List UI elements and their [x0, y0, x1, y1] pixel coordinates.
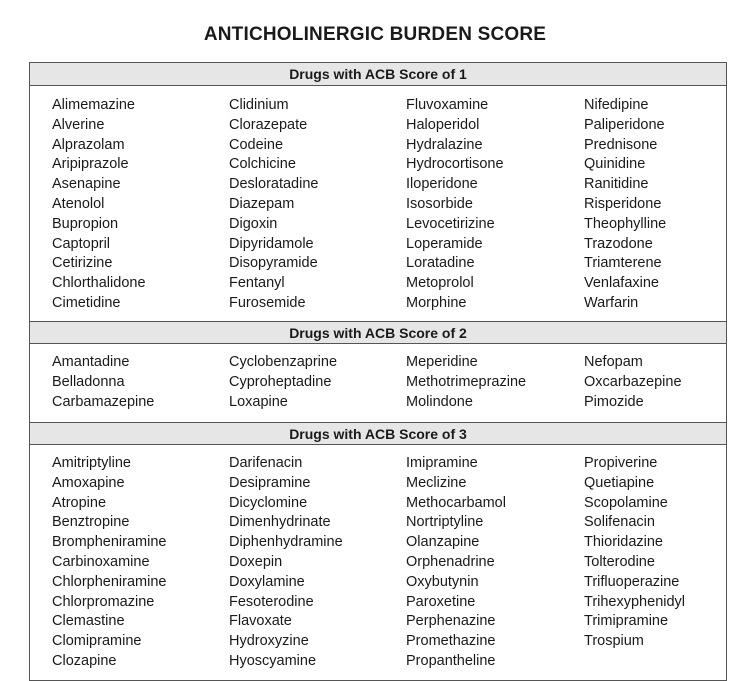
drug-name: Doxepin [229, 553, 283, 570]
drug-name: Trazodone [584, 235, 653, 252]
drug-name: Cyclobenzaprine [229, 354, 338, 370]
drug-name: Propantheline [406, 652, 496, 669]
drug-column [406, 353, 584, 422]
drug-name: Promethazine [406, 633, 496, 650]
drug-name: Orphenadrine [406, 553, 495, 570]
drug-name: Quinidine [584, 156, 646, 173]
drug-name: Methotrimeprazine [406, 373, 527, 390]
drug-name: Metoprolol [406, 275, 474, 292]
drug-name: Carbamazepine [52, 393, 155, 410]
drug-name: Propiverine [584, 455, 658, 471]
drug-name: Benztropine [52, 514, 130, 531]
section-body-score-3 [30, 445, 726, 680]
drug-name: Chlorpheniramine [52, 573, 167, 590]
drug-name: Levocetirizine [406, 215, 495, 232]
drug-name: Morphine [406, 294, 467, 311]
drug-name: Furosemide [229, 294, 306, 311]
drug-name: Clidinium [229, 97, 289, 113]
drug-column [406, 454, 584, 680]
drug-name: Aripiprazole [52, 156, 129, 173]
drug-name: Meperidine [406, 354, 478, 370]
drug-name: Amantadine [52, 354, 130, 370]
drug-name: Triamterene [584, 255, 662, 272]
drug-column [52, 454, 229, 680]
drug-name: Trimipramine [584, 613, 669, 630]
drug-name: Dicyclomine [229, 494, 308, 511]
drug-name: Fesoterodine [229, 593, 314, 610]
drug-name: Nifedipine [584, 97, 649, 113]
drug-name: Diphenhydramine [229, 534, 343, 551]
drug-name: Disopyramide [229, 255, 318, 272]
drug-name: Oxcarbazepine [584, 373, 682, 390]
drug-name: Isosorbide [406, 195, 473, 212]
drug-name: Alprazolam [52, 136, 125, 153]
drug-name: Cetirizine [52, 255, 113, 272]
drug-name: Atenolol [52, 195, 105, 212]
drug-name: Solifenacin [584, 514, 655, 531]
drug-name: Fentanyl [229, 275, 285, 292]
drug-column [584, 353, 724, 422]
drug-name: Methocarbamol [406, 494, 506, 511]
drug-name: Hydralazine [406, 136, 483, 153]
drug-column [229, 353, 406, 422]
drug-name: Trihexyphenidyl [584, 593, 686, 610]
drug-name: Prednisone [584, 136, 658, 153]
drug-name: Clemastine [52, 613, 125, 630]
drug-name: Imipramine [406, 455, 478, 471]
drug-name: Codeine [229, 136, 284, 153]
drug-name: Meclizine [406, 474, 467, 491]
drug-name: Desloratadine [229, 176, 319, 193]
drug-column [52, 353, 229, 422]
drug-column [584, 96, 724, 321]
drug-name: Carbinoxamine [52, 553, 150, 570]
acb-table [29, 62, 727, 681]
drug-name: Hyoscyamine [229, 652, 317, 669]
section-body-score-1 [30, 86, 726, 321]
drug-name: Venlafaxine [584, 275, 659, 292]
drug-name: Quetiapine [584, 474, 655, 491]
drug-name: Thioridazine [584, 534, 663, 551]
section-body-score-2 [30, 344, 726, 422]
drug-name: Colchicine [229, 156, 296, 173]
section-header-score-1: Drugs with ACB Score of 1 [30, 63, 726, 86]
section-header-score-3: Drugs with ACB Score of 3 [30, 422, 726, 445]
drug-name: Atropine [52, 494, 107, 511]
drug-name: Darifenacin [229, 455, 303, 471]
drug-name: Clomipramine [52, 633, 142, 650]
drug-name: Alimemazine [52, 97, 135, 113]
drug-name: Asenapine [52, 176, 121, 193]
drug-name: Pimozide [584, 393, 644, 410]
drug-name: Loratadine [406, 255, 475, 272]
drug-name: Haloperidol [406, 116, 480, 133]
drug-name: Loxapine [229, 393, 288, 410]
drug-name: Dimenhydrinate [229, 514, 331, 531]
drug-name: Loperamide [406, 235, 483, 252]
drug-name: Captopril [52, 235, 111, 252]
drug-name: Bupropion [52, 215, 119, 232]
drug-name: Clozapine [52, 652, 117, 669]
drug-name: Fluvoxamine [406, 97, 489, 113]
drug-name: Diazepam [229, 195, 295, 212]
section-header-score-2: Drugs with ACB Score of 2 [30, 321, 726, 344]
drug-name: Amitriptyline [52, 455, 131, 471]
drug-name: Clorazepate [229, 116, 308, 133]
drug-name: Chlorthalidone [52, 275, 146, 292]
page-title: ANTICHOLINERGIC BURDEN SCORE [203, 24, 547, 45]
drug-name: Desipramine [229, 474, 311, 491]
drug-name: Flavoxate [229, 613, 292, 630]
drug-name: Molindone [406, 393, 473, 410]
drug-column [584, 454, 724, 680]
drug-column [52, 96, 229, 321]
drug-name: Theophylline [584, 215, 667, 232]
drug-name: Belladonna [52, 373, 125, 390]
drug-column [406, 96, 584, 321]
drug-column [229, 96, 406, 321]
drug-name: Trifluoperazine [584, 573, 680, 590]
drug-name: Doxylamine [229, 573, 305, 590]
drug-name: Olanzapine [406, 534, 480, 551]
drug-name: Nefopam [584, 354, 643, 370]
drug-name: Paroxetine [406, 593, 476, 610]
drug-name: Nortriptyline [406, 514, 484, 531]
drug-name: Hydroxyzine [229, 633, 309, 650]
drug-name: Iloperidone [406, 176, 478, 193]
drug-name: Brompheniramine [52, 534, 167, 551]
drug-name: Tolterodine [584, 553, 655, 570]
drug-name: Digoxin [229, 215, 278, 232]
drug-name: Cimetidine [52, 294, 121, 311]
drug-name: Perphenazine [406, 613, 496, 630]
drug-column [229, 454, 406, 680]
drug-name: Trospium [584, 633, 644, 650]
drug-name: Ranitidine [584, 176, 649, 193]
drug-name: Dipyridamole [229, 235, 314, 252]
drug-name: Oxybutynin [406, 573, 479, 590]
drug-name: Chlorpromazine [52, 593, 155, 610]
drug-name: Risperidone [584, 195, 662, 212]
drug-name: Paliperidone [584, 116, 665, 133]
drug-name: Amoxapine [52, 474, 125, 491]
drug-name: Warfarin [584, 294, 639, 311]
drug-name: Scopolamine [584, 494, 668, 511]
drug-name: Alverine [52, 116, 105, 133]
drug-name: Hydrocortisone [406, 156, 504, 173]
drug-name: Cyproheptadine [229, 373, 332, 390]
